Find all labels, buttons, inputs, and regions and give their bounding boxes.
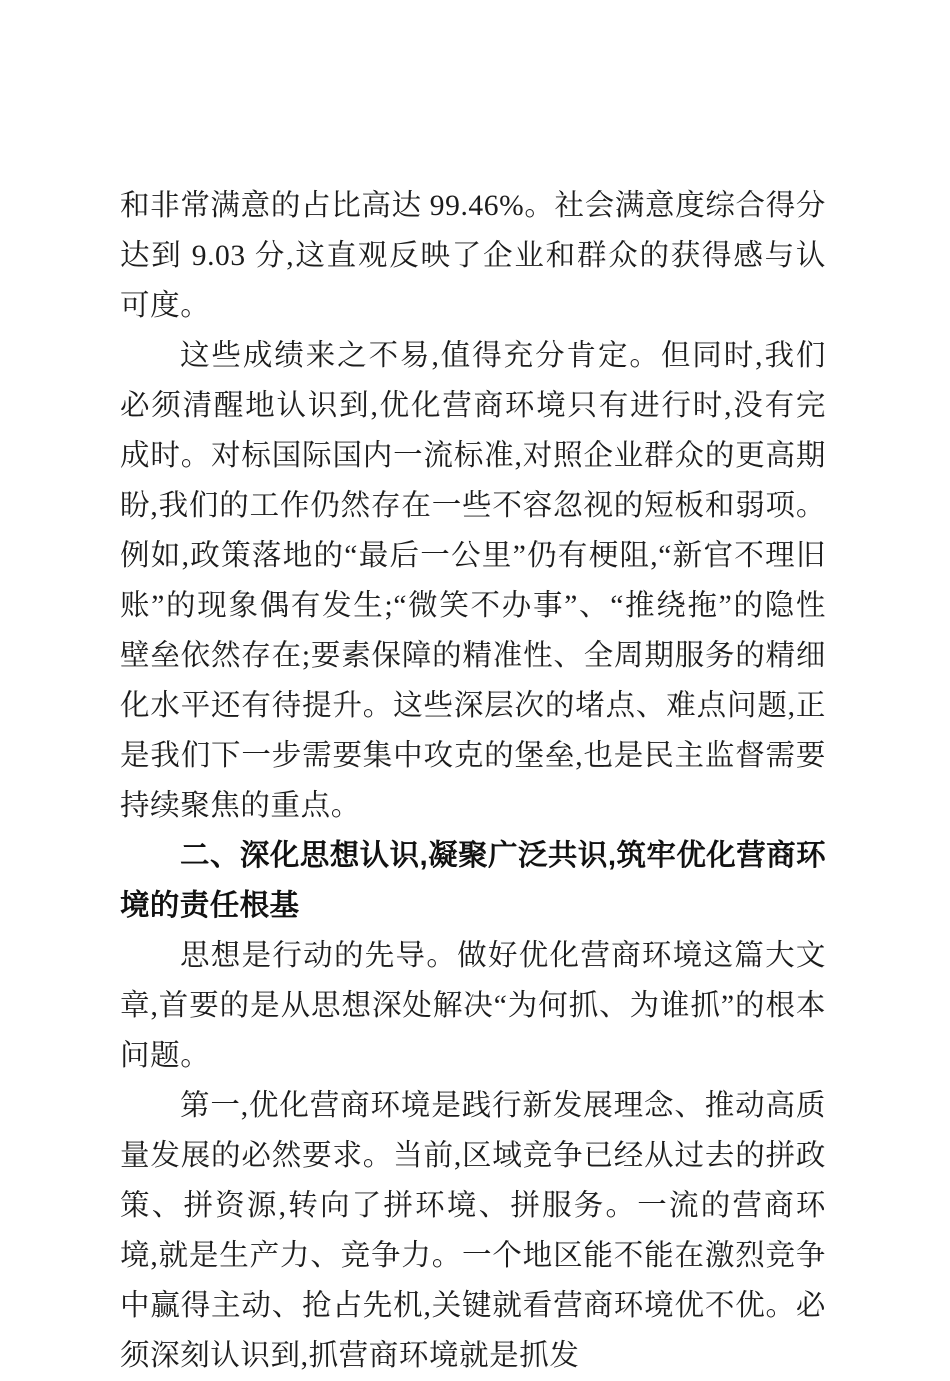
paragraph-satisfaction-score: 和非常满意的占比高达 99.46%。社会满意度综合得分达到 9.03 分,这直观反映了企业和群众的获得感与认可度。 <box>120 190 826 322</box>
paragraph-point-one-development: 第一,优化营商环境是践行新发展理念、推动高质量发展的必然要求。当前,区域竞争已经从过去的拼政策、拼资源,转向了拼环境、拼服务。一流的营商环境,就是生产力、竞争力。一个地区能不能在激烈竞争中赢得主动、抢占先机,关键就看营商环境优不优。必须深刻认识到,抓营商环境就是抓发 <box>120 1090 826 1372</box>
paragraph-thought-leads-action: 思想是行动的先导。做好优化营商环境这篇大文章,首要的是从思想深处解决“为何抓、为谁抓”的根本问题。 <box>120 940 826 1072</box>
section-heading-two: 二、深化思想认识,凝聚广泛共识,筑牢优化营商环境的责任根基 <box>120 839 826 922</box>
document-body <box>120 181 826 1381</box>
paragraph-achievements-and-gaps: 这些成绩来之不易,值得充分肯定。但同时,我们必须清醒地认识到,优化营商环境只有进行时,没有完成时。对标国际国内一流标准,对照企业群众的更高期盼,我们的工作仍然存在一些不容忽视的短板和弱项。例如,政策落地的“最后一公里”仍有梗阻,“新官不理旧账”的现象偶有发生;“微笑不办事”、“推绕拖”的隐性壁垒依然存在;要素保障的精准性、全周期服务的精细化水平还有待提升。这些深层次的堵点、难点问题,正是我们下一步需要集中攻克的堡垒,也是民主监督需要持续聚焦的重点。 <box>120 340 826 822</box>
